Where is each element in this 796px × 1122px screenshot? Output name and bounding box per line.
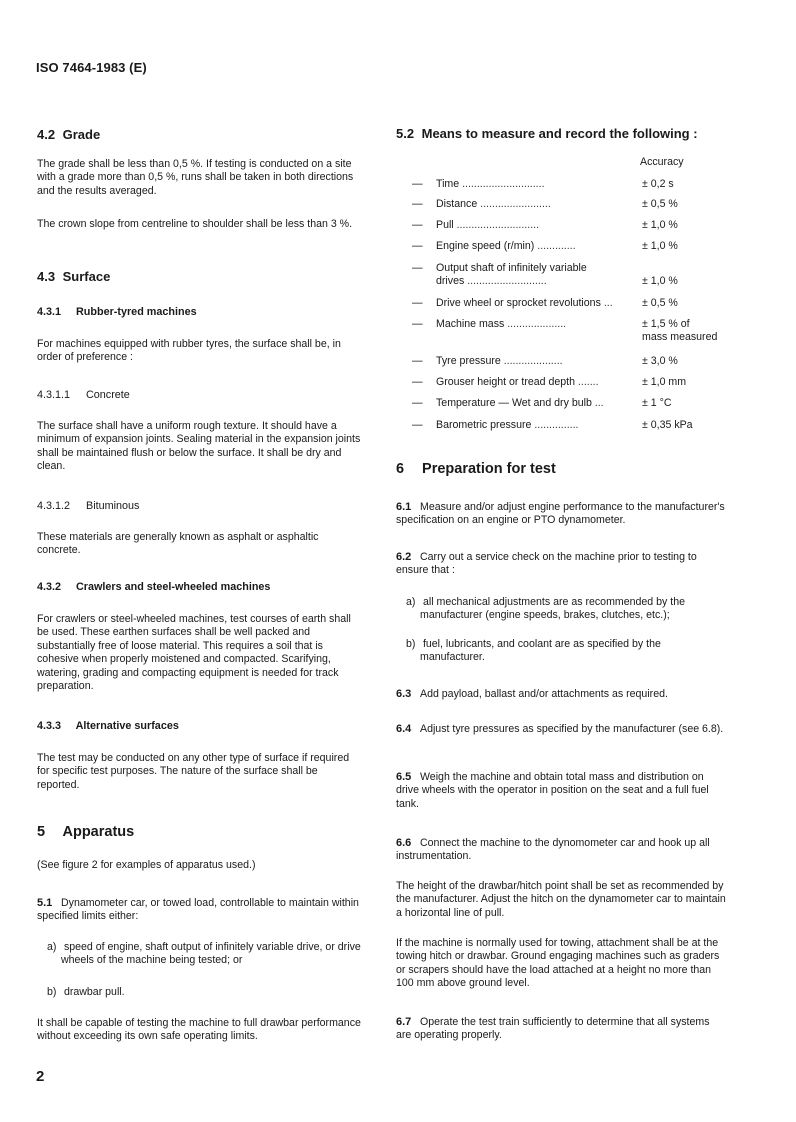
row-value-text: ± 0,2 s (642, 178, 674, 190)
row-value-text: ± 1,0 % (642, 275, 678, 287)
row-leader-dots: ............................ (453, 219, 540, 231)
para-6-6-height: The height of the drawbar/hitch point shall be set as recommended by the manufacturer. Adjust the hitch on the dynamometer car to maintain a horizontal line of pull. (396, 880, 726, 919)
row-leader-dots: ............... (531, 419, 579, 431)
row-label-text: Drive wheel or sprocket revolutions (436, 297, 601, 309)
heading-5-2: 5.2 Means to measure and record the following : (396, 126, 698, 141)
para-6-6-towing: If the machine is normally used for towing, attachment shall be at the towing hitch or drawbar. Ground engaging machines such as graders or scrapers should have the load attached at a height no more than 100 mm above ground level. (396, 937, 720, 990)
heading-4-3-1: 4.3.1 Rubber-tyred machines (37, 306, 197, 318)
list-item-6-2-a: a) all mechanical adjustments are as recommended by the manufacturer (engine speeds, brakes, clutches, etc.); (406, 596, 685, 622)
row-label (436, 178, 628, 191)
para-5-see-figure: (See figure 2 for examples of apparatus used.) (37, 859, 256, 871)
para-4-3-1: For machines equipped with rubber tyres, the surface shall be, in order of preference : (37, 338, 341, 364)
heading-4-3-1-1: 4.3.1.1 Concrete (37, 389, 130, 401)
row-value-text: ± 1,0 % (642, 240, 678, 252)
row-label (436, 297, 628, 310)
para-6-2: 6.2 Carry out a service check on the machine prior to testing to ensure that : (396, 551, 697, 577)
row-label (436, 397, 628, 410)
row-value (642, 376, 732, 389)
row-label-text: Tyre pressure (436, 355, 501, 367)
heading-4-3-1-2: 4.3.1.2 Bituminous (37, 500, 140, 512)
row-value (642, 240, 732, 253)
para-4-2-grade: The grade shall be less than 0,5 %. If testing is conducted on a site with a grade more than 0,5 %, runs shall be taken in both directions and the results averaged. (37, 158, 354, 197)
row-leader-dots: .................... (504, 318, 567, 330)
para-4-3-2: For crawlers or steel-wheeled machines, test courses of earth shall be used. These earthen surfaces shall be well packed and substantially free of loose material. This requires a soil that is cohesive when properly moistened and compacted. Scarifying, watering, grading and compacting equipment is needed for track preparation. (37, 613, 351, 693)
row-value (642, 318, 732, 345)
row-label (436, 419, 628, 432)
row-dash: — (412, 318, 423, 330)
row-label-text: Grouser height or tread depth (436, 376, 575, 388)
para-4-3-1-1: The surface shall have a uniform rough texture. It should have a minimum of expansion joints. Sealing material in the expansion joints shall be maintained flush or below the surface. It shall be dry and clean. (37, 420, 361, 473)
row-dash: — (412, 198, 423, 210)
heading-4-3: 4.3 Surface (37, 269, 111, 284)
para-6-5: 6.5 Weigh the machine and obtain total mass and distribution on drive wheels with the operator in position on the seat and a full fuel tank. (396, 771, 709, 810)
row-label-text: Machine mass (436, 318, 505, 330)
row-value (642, 419, 732, 432)
row-value (642, 355, 732, 368)
heading-5: 5 Apparatus (37, 824, 135, 840)
row-dash: — (412, 178, 423, 190)
list-item-6-2-b: b) fuel, lubricants, and coolant are as specified by the manufacturer. (406, 638, 661, 664)
row-leader-dots: ... (591, 397, 604, 409)
para-4-3-1-2: These materials are generally known as asphalt or asphaltic concrete. (37, 531, 319, 557)
row-value (642, 178, 732, 191)
row-value-text: ± 0,35 kPa (642, 419, 693, 431)
row-leader-dots: .................... (500, 355, 563, 367)
row-value-text: ± 1,0 mm (642, 376, 687, 388)
para-6-4: 6.4 Adjust tyre pressures as specified by the manufacturer (see 6.8). (396, 723, 724, 735)
row-value-text-2: mass measured (642, 331, 718, 344)
row-leader-dots: ............. (534, 240, 576, 252)
row-label-text: Time (436, 178, 460, 190)
page-number: 2 (36, 1068, 45, 1085)
row-label (436, 219, 628, 232)
row-dash: — (412, 419, 423, 431)
para-6-7: 6.7 Operate the test train sufficiently to determine that all systems are operating properly. (396, 1016, 710, 1042)
row-value-text: ± 1,0 % (642, 219, 678, 231)
row-value (642, 397, 732, 410)
para-6-1: 6.1 Measure and/or adjust engine performance to the manufacturer's specification on an engine or PTO dynamometer. (396, 501, 725, 527)
heading-4-3-2: 4.3.2 Crawlers and steel-wheeled machines (37, 581, 271, 593)
row-dash: — (412, 355, 423, 367)
row-value-text: ± 1,5 % of (642, 318, 690, 330)
row-dash: — (412, 376, 423, 388)
heading-4-3-3: 4.3.3 Alternative surfaces (37, 720, 179, 732)
row-dash: — (412, 240, 423, 252)
row-leader-dots: ........................... (464, 275, 547, 288)
para-4-3-3: The test may be conducted on any other type of surface if required for specific test purposes. The nature of the surface shall be reported. (37, 752, 350, 791)
row-value (642, 297, 732, 310)
heading-4-2: 4.2 Grade (37, 127, 101, 142)
row-leader-dots: ....... (574, 376, 599, 388)
row-value (642, 198, 732, 211)
row-label (436, 262, 628, 289)
accuracy-header: Accuracy (640, 156, 684, 168)
row-label-text: Barometric pressure (436, 419, 532, 431)
row-label-text: Distance (436, 198, 478, 210)
row-value-text: ± 1 °C (642, 397, 672, 409)
row-value-text: ± 0,5 % (642, 198, 678, 210)
row-label-text-2: drives (436, 275, 465, 288)
row-dash: — (412, 297, 423, 309)
para-4-2-crown: The crown slope from centreline to shoulder shall be less than 3 %. (37, 218, 353, 230)
row-label (436, 198, 628, 211)
row-value (642, 275, 732, 288)
header-code: ISO 7464-1983 (E) (36, 60, 147, 75)
para-5-1: 5.1 Dynamometer car, or towed load, controllable to maintain within specified limits either: (37, 897, 359, 923)
list-item-5-1-a: a) speed of engine, shaft output of infinitely variable drive, or drive wheels of the machine being tested; or (47, 941, 361, 967)
row-leader-dots: ........................ (477, 198, 551, 210)
row-leader-dots: ... (600, 297, 613, 309)
row-value (642, 219, 732, 232)
row-value-text: ± 0,5 % (642, 297, 678, 309)
row-dash: — (412, 219, 423, 231)
row-label (436, 355, 628, 368)
row-label-text: Engine speed (r/min) (436, 240, 535, 252)
row-dash: — (412, 397, 423, 409)
list-item-5-1-b: b) drawbar pull. (47, 986, 125, 998)
row-value-text: ± 3,0 % (642, 355, 678, 367)
row-label-text: Pull (436, 219, 454, 231)
row-dash: — (412, 262, 423, 274)
para-6-6: 6.6 Connect the machine to the dynomometer car and hook up all instrumentation. (396, 837, 710, 863)
row-label (436, 318, 628, 331)
para-5-1-capability: It shall be capable of testing the machine to full drawbar performance without exceeding its own safe operating limits. (37, 1017, 361, 1043)
row-label (436, 376, 628, 389)
row-leader-dots: ............................ (459, 178, 545, 190)
para-6-3: 6.3 Add payload, ballast and/or attachments as required. (396, 688, 668, 700)
row-label-text: Temperature — Wet and dry bulb (436, 397, 592, 409)
row-label-text: Output shaft of infinitely variable (436, 262, 587, 274)
row-label (436, 240, 628, 253)
heading-6: 6 Preparation for test (396, 461, 556, 477)
